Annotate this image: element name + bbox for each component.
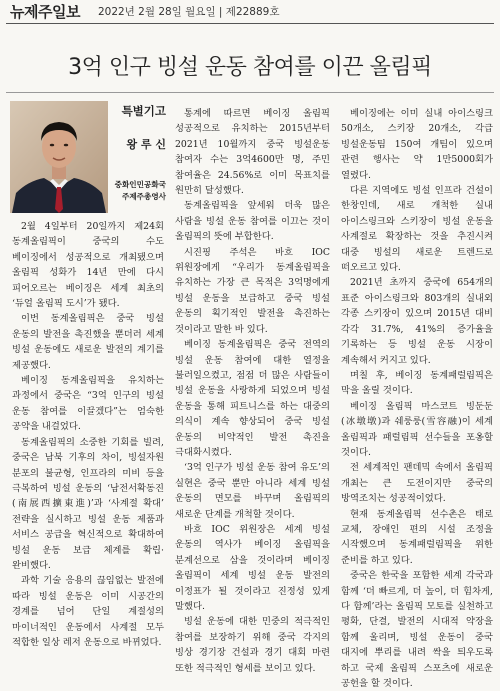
author-title: 주제주총영사 (121, 192, 166, 201)
issue-dateline: 2022년 2월 28일 월요일 | 제22889호 (97, 5, 280, 18)
paragraph: 이번 동계올림픽은 중국 빙설 운동의 발전을 촉진했을 뿐더러 세계 빙설 운동에도 새로운 발전의 계기를 제공했다. (12, 313, 164, 371)
paragraph: 시진핑 주석은 바흐 IOC 위원장에게 “우리가 동계올림픽을 유치하는 가장 큰 목적은 3억명에게 빙설 운동을 보급하고 중국 빙설 운동의 획기적인 발전을 촉진하는 것이라고 말한 바 있다. (175, 246, 330, 335)
paragraph: ‘3억 인구가 빙설 운동 참여 유도’의 실현은 중국 뿐만 아니라 세계 빙설 운동의 면모를 바꾸며 올림픽의 새로운 단계를 개척할 것이다. (175, 462, 330, 520)
paragraph: 베이징에는 이미 실내 아이스링크 50개소, 스키장 20개소, 각급 빙설운동팀 150여 개팀이 있으며 관련 행사는 약 1만5000회가 열렸다. (341, 108, 493, 181)
article-column-2 (175, 106, 330, 676)
paragraph: 다른 지역에도 빙설 인프라 건설이 한창인데, 새로 개척한 실내 아이스링크와 스키장이 빙설 운동을 사계절로 확장하는 것을 추진시켜 대중 빙설의 새로운 트렌드로 떠오르고 있다. (341, 185, 493, 274)
article-column-1 (12, 219, 164, 650)
column-kicker: 특별기고 (121, 104, 166, 118)
masthead (0, 0, 500, 22)
newspaper-brand: 뉴제주일보 (10, 2, 80, 21)
author-portrait-photo (10, 101, 108, 213)
author-name: 왕 루 신 (126, 138, 166, 151)
article-column-3 (341, 106, 493, 691)
paragraph: 빙설 운동에 대한 민중의 적극적인 참여를 보장하기 위해 중국 각지의 빙상 경기장 건설과 경기 대회 마련 또한 적극적인 형세를 보이고 있다. (175, 616, 330, 674)
paragraph: 현재 동계올림픽 선수촌은 태로 교체, 장애인 편의 시설 조정을 시작했으며 동계패럴림픽을 위한 준비를 하고 있다. (341, 508, 493, 566)
paragraph: 과학 기술 응용의 끊임없는 발전에 따라 빙설 운동은 이미 시공간의 경계를 넘어 단일 계절성의 마이너적인 운동에서 사계절 모두 적합한 일상 레저 운동으로 바뀌었다. (12, 575, 164, 648)
paragraph: 중국은 한국을 포함한 세계 각국과 함께 ‘더 빠르게, 더 높이, 더 힘차게, 다 함께’라는 올림픽 모토를 실천하고 평화, 단결, 발전의 시대적 약장을 함께 울리며, 빙설 운동이 중국 대지에 뿌리를 내려 싹을 틔우도록 하고 국제 올림픽 스포츠에 새로운 공헌을 할 것이다. (341, 570, 493, 690)
paragraph: 동계올림픽의 소중한 기회를 빌려, 중국은 남북 기후의 차이, 빙설자원 분포의 불균형, 인프라의 미비 등을 극복하여 빙설 운동의 ‘남전서확동진(南展西擴東進)’과 ‘사계절 확대’ 전략을 실시하고 빙설 운동 제품과 서비스 공급을 혁신적으로 확대하여 빙설 운동 보급 체계를 확립·완비했다. (12, 436, 164, 571)
paragraph: 동계올림픽을 앞세워 더욱 많은 사람을 빙설 운동 참여를 이끄는 것이 올림픽의 뜻에 부합한다. (175, 200, 330, 243)
masthead-rule (6, 23, 494, 24)
paragraph: 바흐 IOC 위원장은 세계 빙설 운동의 역사가 베이징 올림픽을 분계선으로 삼을 것이라며 베이징 올림픽이 세계 빙설 운동 발전의 이정표가 될 것이라고 진정성 있게 말했다. (175, 523, 330, 612)
paragraph: 2월 4일부터 20일까지 제24회 동계올림픽이 중국의 수도 베이징에서 성공적으로 개최됐으며 올림픽 성화가 14년 만에 다시 피어오르는 베이징은 세계 최초의 ‘듀얼 올림픽 도시’가 됐다. (12, 221, 164, 310)
paragraph: 통계에 따르면 베이징 올림픽 성공적으로 유치하는 2015년부터 2021년 10월까지 중국 빙설운동 참여자 수는 3억4600만 명, 주민 참여율은 24.56%로 이미 목표치를 원만히 달성했다. (175, 108, 330, 197)
paragraph: 베이징 동계올림픽은 중국 전역의 빙설 운동 참여에 대한 열정을 불러일으켰고, 점점 더 많은 사람들이 빙설 운동을 사랑하게 되었으며 빙설 운동을 통해 피트니스를 하는 대중의 의식이 계속 향상되어 중국 빙설 운동의 비약적인 발전 촉진을 극대화시켰다. (175, 339, 330, 458)
article-headline: 3억 인구 빙설 운동 참여를 이끈 올림픽 (68, 55, 432, 80)
author-affiliation: 중화인민공화국 (114, 180, 166, 189)
paragraph: 전 세계적인 팬데믹 속에서 올림픽 개최는 큰 도전이지만 중국의 방역조치는 성공적이었다. (341, 462, 493, 505)
headline-rule (6, 92, 494, 93)
paragraph: 베이징 올림픽 마스코트 빙둔둔(冰墩墩)과 쉐룽룽(雪容融)이 세계 올림픽과 패럴림픽 선수들을 포옹할 것이다. (341, 400, 493, 458)
paragraph: 며칠 후, 베이징 동계패럴림픽은 막을 올릴 것이다. (341, 369, 493, 397)
paragraph: 2021년 초까지 중국에 654개의 표준 아이스링크와 803개의 실내외 각종 스키장이 있으며 2015년 대비 각각 31.7%, 41%의 증가율을 기록하는 등 빙설 운동 시장이 계속해서 커지고 있다. (341, 277, 493, 366)
paragraph: 베이징 동계올림픽을 유치하는 과정에서 중국은 “3억 인구의 빙설 운동 참여를 이끌겠다”는 엄숙한 공약을 내걸었다. (12, 375, 164, 433)
